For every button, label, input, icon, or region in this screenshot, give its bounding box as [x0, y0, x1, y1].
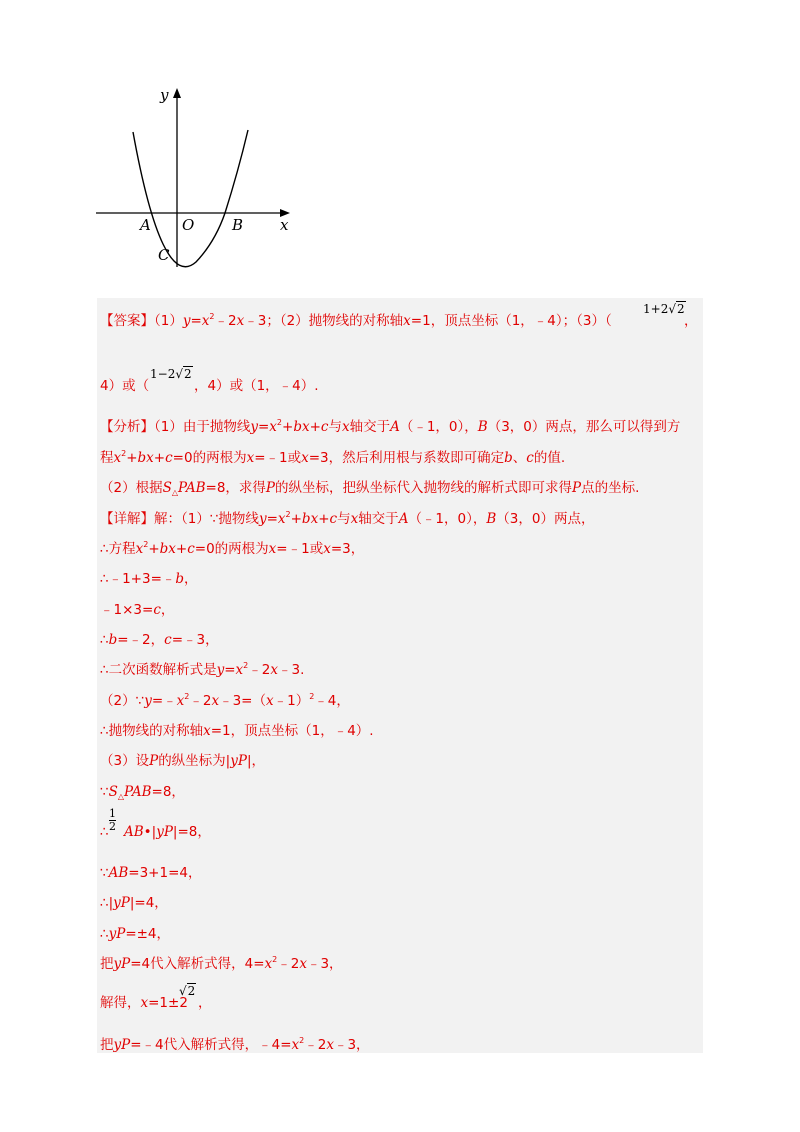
- parabola-figure: [90, 82, 300, 272]
- detail-5: ∴b=﹣2，c=﹣3，: [100, 632, 219, 648]
- detail-10: $\because S_\triangle PAB=8$，: [100, 784, 185, 801]
- analysis-3: （2）根据$S_\triangle PAB=8$，求得P的纵坐标，把纵坐标代入抛物线的解析式即可求得P点的坐标.: [100, 480, 640, 497]
- answer-line: 【答案】$(1)y=x^2﹣2x﹣3$；（2）抛物线的对称轴x=1，顶点坐标（1，﹣4）；（3）（: [100, 312, 612, 329]
- detail-1: 【详解】解：（1）∵抛物线$y=x^2+bx+c$与x轴交于A（﹣1，0），B（3，0）两点，: [100, 510, 595, 527]
- detail-6: ∴二次函数解析式是$y=x^2﹣2x﹣3$.: [100, 661, 305, 678]
- parabola-curve: [133, 130, 248, 267]
- label-origin: O: [182, 216, 195, 234]
- detail-4: ﹣1×3=c，: [100, 602, 175, 618]
- detail-3: ∴﹣1+3=﹣b，: [100, 571, 198, 587]
- detail-17: 把yP=﹣4代入解析式得，$﹣4=x^2﹣2x﹣3$，: [100, 1036, 370, 1053]
- sqrt2: √2: [179, 984, 196, 998]
- detail-11b: AB•|yP|=8，: [124, 824, 211, 840]
- detail-15: 把yP=4代入解析式得，$4=x^2﹣2x﹣3$，: [100, 955, 343, 972]
- detail-11: ∴: [100, 824, 109, 840]
- y-axis-arrow: [173, 88, 181, 98]
- label-y: y: [160, 86, 169, 104]
- detail-9: （3）设P的纵坐标为|yP|，: [100, 753, 266, 769]
- analysis-1: 【分析】（1）由于抛物线$y=x^2+bx+c$与x轴交于A（﹣1，0），B（3，0）两点，那么可以得到方: [100, 418, 681, 435]
- label-x: x: [280, 216, 289, 234]
- label-a: A: [140, 216, 151, 234]
- detail-13: ∴|yP|=4，: [100, 895, 168, 911]
- detail-2: ∴方程$x^2+bx+c=0$的两根为x=﹣1或x=3，: [100, 540, 365, 557]
- half-fraction: $\frac{1}{2}$: [109, 807, 116, 833]
- detail-16: 解得，x=1±2: [100, 995, 188, 1011]
- label-b: B: [232, 216, 244, 234]
- answer-line-2: 4）或（: [100, 378, 150, 394]
- answer-line-2b: ，4）或（1，﹣4）.: [194, 378, 319, 394]
- answer-frac-1: 1+2√2: [643, 302, 685, 316]
- detail-12: ∵AB=3+1=4，: [100, 865, 202, 881]
- label-c: C: [158, 246, 170, 264]
- answer-frac-2: 1−2√2: [150, 367, 192, 381]
- answer-tail: ，: [684, 313, 698, 329]
- detail-8: ∴抛物线的对称轴x=1，顶点坐标（1，﹣4）.: [100, 723, 374, 739]
- detail-7: $(2)\because y=﹣x^2﹣2x﹣3=(x﹣1)^2﹣4$，: [100, 692, 350, 709]
- detail-16b: ，: [198, 995, 212, 1011]
- parabola-graph: [90, 82, 300, 272]
- detail-14: ∴yP=±4，: [100, 926, 171, 942]
- analysis-2: 程$x^2+bx+c=0$的两根为x=﹣1或x=3，然后利用根与系数即可确定b、c的值.: [100, 449, 566, 466]
